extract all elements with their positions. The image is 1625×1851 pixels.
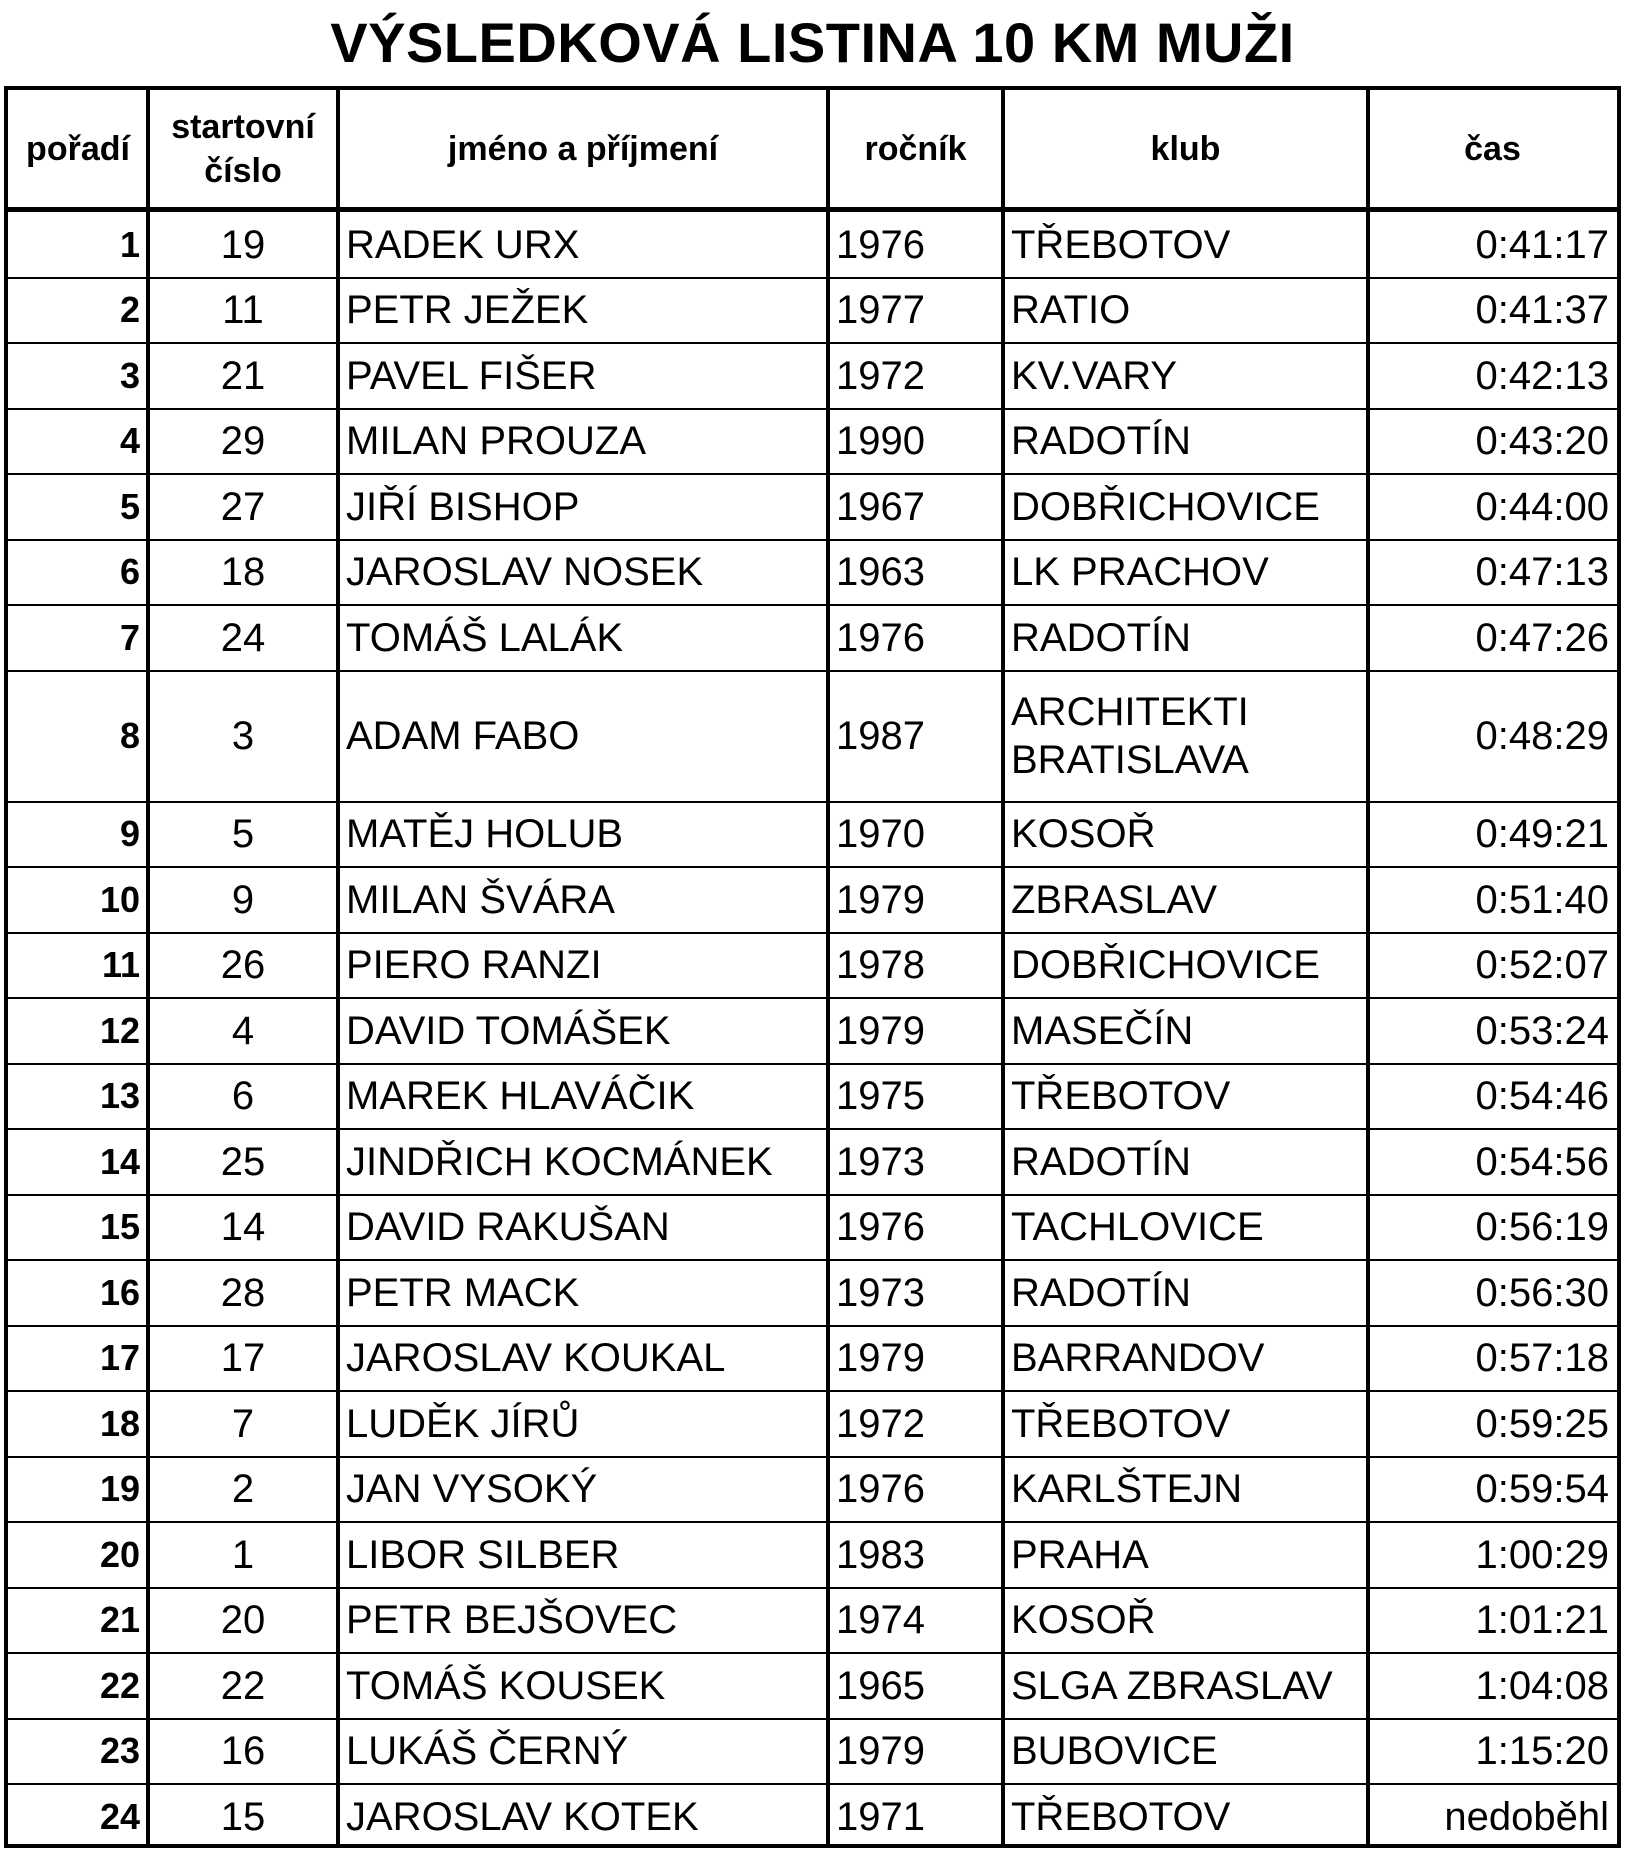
cell-bib: 14 (220, 1205, 266, 1250)
cell-name: MATĚJ HOLUB (346, 812, 624, 857)
cell-rank: 13 (99, 1075, 140, 1117)
cell-time: 1:15:20 (1475, 1729, 1609, 1774)
cell-time: 0:48:29 (1475, 714, 1609, 758)
cell-name: RADEK URX (346, 222, 580, 267)
cell-rank: 8 (119, 715, 140, 756)
cell-bib: 26 (220, 943, 266, 988)
cell-year: 1979 (836, 1729, 925, 1774)
cell-rank: 4 (119, 420, 140, 462)
cell-name: MILAN PROUZA (346, 419, 647, 464)
cell-bib: 15 (220, 1794, 266, 1839)
cell-bib: 28 (220, 1270, 266, 1315)
cell-club: BUBOVICE (1011, 1729, 1218, 1774)
cell-name: JIŘÍ BISHOP (346, 484, 580, 529)
cell-name: PETR BEJŠOVEC (346, 1598, 678, 1643)
cell-time: 0:43:20 (1475, 419, 1609, 464)
cell-time: 0:51:40 (1475, 877, 1609, 922)
cell-rank: 6 (119, 551, 140, 593)
header-bib: startovní číslo (171, 108, 315, 190)
cell-year: 1965 (836, 1663, 925, 1708)
cell-rank: 14 (99, 1140, 140, 1182)
cell-bib: 21 (220, 353, 266, 398)
header-time: čas (1464, 130, 1521, 168)
cell-rank: 15 (99, 1206, 140, 1248)
cell-rank: 23 (99, 1730, 140, 1772)
header-year: ročník (864, 130, 967, 168)
cell-time: 0:59:54 (1475, 1467, 1609, 1512)
cell-club: DOBŘICHOVICE (1011, 943, 1320, 988)
cell-club: SLGA ZBRASLAV (1011, 1663, 1333, 1708)
cell-rank: 20 (99, 1533, 140, 1575)
cell-bib: 7 (231, 1401, 255, 1446)
cell-club: MASEČÍN (1011, 1008, 1194, 1053)
cell-time: 0:42:13 (1475, 353, 1609, 398)
cell-club: PRAHA (1011, 1532, 1149, 1577)
cell-year: 1970 (836, 812, 925, 857)
cell-time: 1:01:21 (1475, 1598, 1609, 1643)
cell-bib: 3 (231, 714, 255, 758)
cell-bib: 25 (220, 1139, 266, 1184)
cell-rank: 5 (119, 485, 140, 527)
cell-name: DAVID TOMÁŠEK (346, 1008, 671, 1053)
cell-rank: 22 (99, 1664, 140, 1706)
cell-year: 1975 (836, 1074, 925, 1119)
cell-time: 0:41:17 (1475, 222, 1609, 267)
cell-bib: 24 (220, 615, 266, 660)
cell-name: PETR JEŽEK (346, 288, 589, 333)
cell-year: 1978 (836, 943, 925, 988)
cell-rank: 12 (99, 1009, 140, 1051)
cell-year: 1987 (836, 714, 925, 758)
cell-name: TOMÁŠ LALÁK (346, 615, 624, 660)
cell-club: ARCHITEKTI BRATISLAVA (1011, 690, 1249, 782)
cell-rank: 2 (119, 289, 140, 331)
cell-name: LUKÁŠ ČERNÝ (346, 1729, 629, 1774)
cell-bib: 29 (220, 419, 266, 464)
cell-bib: 20 (220, 1598, 266, 1643)
cell-year: 1974 (836, 1598, 925, 1643)
cell-name: PAVEL FIŠER (346, 353, 597, 398)
page-title: VÝSLEDKOVÁ LISTINA 10 KM MUŽI (330, 11, 1295, 74)
cell-bib: 18 (220, 550, 266, 595)
cell-bib: 11 (222, 288, 264, 333)
cell-club: KARLŠTEJN (1011, 1467, 1243, 1512)
cell-club: RADOTÍN (1011, 1139, 1191, 1184)
cell-year: 1983 (836, 1532, 925, 1577)
cell-club: TACHLOVICE (1011, 1205, 1264, 1250)
cell-year: 1990 (836, 419, 925, 464)
cell-club: ZBRASLAV (1011, 877, 1217, 922)
cell-name: DAVID RAKUŠAN (346, 1205, 670, 1250)
cell-time: 1:04:08 (1475, 1663, 1609, 1708)
cell-year: 1976 (836, 615, 925, 660)
cell-bib: 5 (231, 812, 255, 857)
cell-time: 0:56:30 (1475, 1270, 1609, 1315)
cell-year: 1979 (836, 1336, 925, 1381)
cell-rank: 7 (119, 616, 140, 658)
cell-bib: 9 (231, 877, 255, 922)
cell-club: RATIO (1011, 288, 1131, 333)
cell-name: MILAN ŠVÁRA (346, 877, 615, 922)
cell-name: PIERO RANZI (346, 943, 602, 988)
cell-time: 1:00:29 (1475, 1532, 1609, 1577)
cell-time: 0:56:19 (1475, 1205, 1609, 1250)
cell-year: 1979 (836, 1008, 925, 1053)
cell-year: 1976 (836, 222, 925, 267)
cell-time: 0:59:25 (1475, 1401, 1609, 1446)
cell-year: 1967 (836, 484, 925, 529)
cell-club: TŘEBOTOV (1011, 1401, 1231, 1446)
cell-rank: 18 (99, 1402, 140, 1444)
cell-club: RADOTÍN (1011, 419, 1191, 464)
cell-name: PETR MACK (346, 1270, 580, 1315)
cell-year: 1977 (836, 288, 925, 333)
cell-year: 1979 (836, 877, 925, 922)
cell-time: 0:47:13 (1475, 550, 1609, 595)
cell-time: 0:54:46 (1475, 1074, 1609, 1119)
results-table (4, 86, 1621, 1848)
cell-club: KOSOŘ (1011, 812, 1156, 857)
cell-club: KOSOŘ (1011, 1598, 1156, 1643)
cell-club: DOBŘICHOVICE (1011, 484, 1320, 529)
header-club: klub (1150, 130, 1221, 168)
cell-club: KV.VARY (1011, 353, 1178, 398)
cell-time: 0:53:24 (1475, 1008, 1609, 1053)
cell-rank: 17 (99, 1337, 140, 1379)
cell-name: MAREK HLAVÁČIK (346, 1074, 695, 1119)
cell-name: ADAM FABO (346, 714, 580, 758)
cell-time: 0:57:18 (1475, 1336, 1609, 1381)
cell-name: JAROSLAV KOUKAL (346, 1336, 726, 1381)
cell-name: LIBOR SILBER (346, 1532, 620, 1577)
cell-rank: 24 (99, 1795, 140, 1837)
cell-rank: 10 (99, 878, 140, 920)
cell-bib: 16 (220, 1729, 266, 1774)
cell-time: 0:52:07 (1475, 943, 1609, 988)
cell-rank: 9 (119, 813, 140, 855)
cell-name: JAROSLAV NOSEK (346, 550, 704, 595)
cell-time: 0:41:37 (1475, 288, 1609, 333)
cell-year: 1972 (836, 1401, 925, 1446)
cell-time: 0:44:00 (1475, 484, 1609, 529)
cell-rank: 21 (99, 1599, 140, 1641)
cell-year: 1972 (836, 353, 925, 398)
cell-club: RADOTÍN (1011, 1270, 1191, 1315)
cell-year: 1963 (836, 550, 925, 595)
cell-bib: 22 (220, 1663, 266, 1708)
cell-rank: 1 (119, 223, 140, 265)
cell-bib: 19 (220, 222, 266, 267)
cell-year: 1976 (836, 1205, 925, 1250)
cell-rank: 19 (99, 1468, 140, 1510)
cell-year: 1973 (836, 1270, 925, 1315)
cell-club: RADOTÍN (1011, 615, 1191, 660)
cell-bib: 17 (220, 1336, 266, 1381)
cell-bib: 6 (231, 1074, 255, 1119)
header-rank: pořadí (26, 130, 130, 168)
cell-name: JAN VYSOKÝ (346, 1467, 598, 1512)
cell-bib: 4 (231, 1008, 255, 1053)
cell-name: JAROSLAV KOTEK (346, 1794, 699, 1839)
cell-time: nedoběhl (1444, 1794, 1609, 1839)
cell-name: TOMÁŠ KOUSEK (346, 1663, 666, 1708)
cell-bib: 2 (231, 1467, 255, 1512)
cell-rank: 3 (119, 354, 140, 396)
cell-rank: 11 (101, 944, 140, 986)
cell-club: BARRANDOV (1011, 1336, 1265, 1381)
cell-time: 0:49:21 (1475, 812, 1609, 857)
cell-year: 1973 (836, 1139, 925, 1184)
cell-bib: 1 (231, 1532, 255, 1577)
cell-club: TŘEBOTOV (1011, 222, 1231, 267)
cell-club: TŘEBOTOV (1011, 1794, 1231, 1839)
cell-bib: 27 (220, 484, 266, 529)
header-name: jméno a příjmení (447, 130, 719, 168)
cell-club: TŘEBOTOV (1011, 1074, 1231, 1119)
cell-name: LUDĚK JÍRŮ (346, 1401, 580, 1446)
cell-rank: 16 (99, 1271, 140, 1313)
cell-year: 1976 (836, 1467, 925, 1512)
cell-time: 0:47:26 (1475, 615, 1609, 660)
cell-time: 0:54:56 (1475, 1139, 1609, 1184)
cell-name: JINDŘICH KOCMÁNEK (346, 1139, 773, 1184)
cell-club: LK PRACHOV (1011, 550, 1269, 595)
cell-year: 1971 (836, 1794, 925, 1839)
